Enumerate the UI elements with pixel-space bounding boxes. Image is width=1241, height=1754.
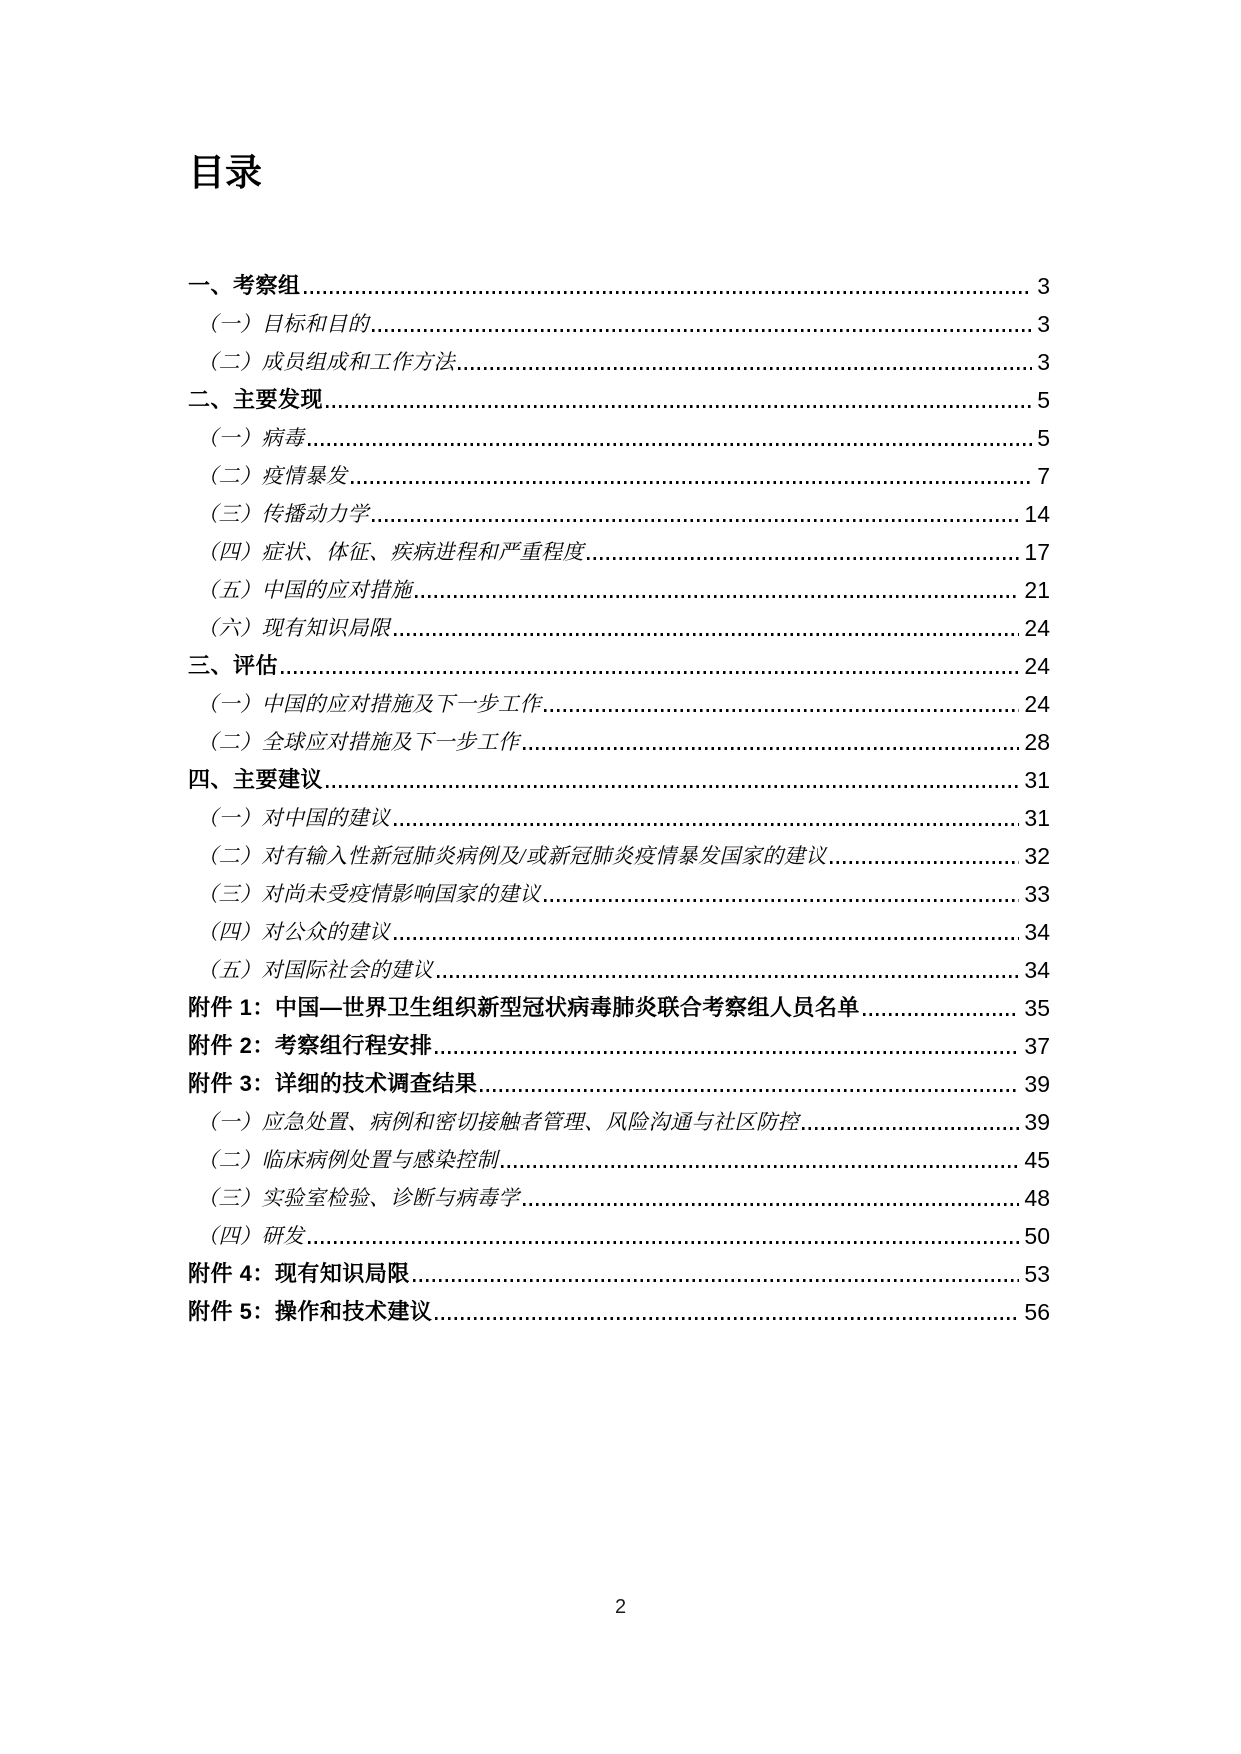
toc-entry-page-number: 32 <box>1024 843 1050 869</box>
dot-leader <box>480 1089 1019 1092</box>
toc-entry-label: 四、主要建议 <box>188 767 324 792</box>
toc-entry-label: 二、主要发现 <box>188 387 324 412</box>
toc-entry <box>188 873 1050 911</box>
toc-entry <box>188 265 1050 303</box>
toc-entry <box>188 645 1050 683</box>
dot-leader <box>351 481 1033 484</box>
toc-entry-page-number: 3 <box>1037 273 1050 299</box>
dot-leader <box>523 1203 1020 1206</box>
toc-entry-label: 一、考察组 <box>188 273 301 298</box>
toc-entry-label: （四）研发 <box>197 1224 305 1248</box>
dot-leader <box>394 823 1020 826</box>
toc-entry-label: （二）临床病例处置与感染控制 <box>197 1148 498 1172</box>
dot-leader <box>435 1051 1019 1054</box>
dot-leader <box>458 367 1032 370</box>
toc-entry-label: 附件 5：操作和技术建议 <box>188 1299 433 1324</box>
toc-entry <box>188 1215 1050 1253</box>
toc-entry <box>188 759 1050 797</box>
toc-entry-page-number: 24 <box>1024 653 1050 679</box>
toc-entry <box>188 721 1050 759</box>
toc-entry-label: 附件 4：现有知识局限 <box>188 1261 410 1286</box>
toc-entry-label: （一）病毒 <box>197 426 305 450</box>
toc <box>188 265 1050 1329</box>
toc-entry-label: （一）目标和目的 <box>197 312 369 336</box>
toc-entry-page-number: 39 <box>1024 1109 1050 1135</box>
dot-leader <box>394 937 1020 940</box>
toc-entry-page-number: 53 <box>1024 1261 1050 1287</box>
dot-leader <box>394 633 1020 636</box>
footer-page-number: 2 <box>614 1596 627 1618</box>
dot-leader <box>372 329 1032 332</box>
dot-leader <box>308 443 1033 446</box>
dot-leader <box>802 1127 1019 1130</box>
dot-leader <box>413 1279 1020 1282</box>
toc-entry-label: （一）中国的应对措施及下一步工作 <box>197 692 541 716</box>
toc-entry <box>188 303 1050 341</box>
toc-entry <box>188 493 1050 531</box>
toc-entry <box>188 797 1050 835</box>
toc-entry <box>188 835 1050 873</box>
toc-entry-page-number: 21 <box>1024 577 1050 603</box>
toc-entry-label: （三）实验室检验、诊断与病毒学 <box>197 1186 520 1210</box>
toc-entry <box>188 607 1050 645</box>
toc-entry-page-number: 7 <box>1037 463 1050 489</box>
dot-leader <box>281 671 1019 674</box>
toc-entry-page-number: 24 <box>1024 691 1050 717</box>
toc-entry <box>188 1253 1050 1291</box>
toc-entry-page-number: 45 <box>1024 1147 1050 1173</box>
toc-entry-label: （六）现有知识局限 <box>197 616 391 640</box>
toc-entry-page-number: 31 <box>1024 805 1050 831</box>
toc-entry-label: （四）症状、体征、疾病进程和严重程度 <box>197 540 584 564</box>
toc-entry-label: （三）传播动力学 <box>197 502 369 526</box>
dot-leader <box>372 519 1019 522</box>
toc-entry-page-number: 35 <box>1024 995 1050 1021</box>
toc-entry-label: （五）中国的应对措施 <box>197 578 412 602</box>
toc-entry-page-number: 28 <box>1024 729 1050 755</box>
toc-entry-label: （三）对尚未受疫情影响国家的建议 <box>197 882 541 906</box>
toc-entry-page-number: 37 <box>1024 1033 1050 1059</box>
toc-entry-label: （五）对国际社会的建议 <box>197 958 434 982</box>
dot-leader <box>415 595 1019 598</box>
toc-entry-page-number: 5 <box>1037 425 1050 451</box>
toc-entry-page-number: 48 <box>1024 1185 1050 1211</box>
toc-entry-page-number: 33 <box>1024 881 1050 907</box>
dot-leader <box>308 1241 1020 1244</box>
dot-leader <box>326 405 1032 408</box>
dot-leader <box>523 747 1020 750</box>
toc-entry-label: （二）全球应对措施及下一步工作 <box>197 730 520 754</box>
toc-entry-page-number: 31 <box>1024 767 1050 793</box>
toc-entry-page-number: 56 <box>1024 1299 1050 1325</box>
toc-entry <box>188 1101 1050 1139</box>
toc-entry-page-number: 3 <box>1037 349 1050 375</box>
dot-leader <box>326 785 1019 788</box>
toc-entry-page-number: 17 <box>1024 539 1050 565</box>
toc-entry <box>188 379 1050 417</box>
dot-leader <box>830 861 1020 864</box>
toc-entry-label: （二）成员组成和工作方法 <box>197 350 455 374</box>
dot-leader <box>437 975 1020 978</box>
page-title: 目录 <box>188 152 262 193</box>
toc-entry <box>188 949 1050 987</box>
toc-entry <box>188 1025 1050 1063</box>
toc-entry-page-number: 34 <box>1024 919 1050 945</box>
toc-entry-label: （二）对有输入性新冠肺炎病例及/或新冠肺炎疫情暴发国家的建议 <box>197 844 827 868</box>
toc-entry <box>188 911 1050 949</box>
toc-entry <box>188 1177 1050 1215</box>
toc-entry-page-number: 3 <box>1037 311 1050 337</box>
toc-entry <box>188 987 1050 1025</box>
toc-entry <box>188 1063 1050 1101</box>
toc-entry-page-number: 5 <box>1037 387 1050 413</box>
toc-entry-label: 附件 1：中国—世界卫生组织新型冠状病毒肺炎联合考察组人员名单 <box>188 995 860 1020</box>
toc-entry-label: （二）疫情暴发 <box>197 464 348 488</box>
dot-leader <box>863 1013 1020 1016</box>
toc-entry <box>188 341 1050 379</box>
toc-entry-label: （一）应急处置、病例和密切接触者管理、风险沟通与社区防控 <box>197 1110 799 1134</box>
dot-leader <box>587 557 1019 560</box>
toc-entry-page-number: 14 <box>1024 501 1050 527</box>
toc-entry <box>188 455 1050 493</box>
toc-entry-label: 附件 3：详细的技术调查结果 <box>188 1071 478 1096</box>
dot-leader <box>304 291 1033 294</box>
dot-leader <box>435 1317 1019 1320</box>
toc-entry-page-number: 50 <box>1024 1223 1050 1249</box>
toc-entry <box>188 1291 1050 1329</box>
toc-entry-page-number: 24 <box>1024 615 1050 641</box>
toc-entry <box>188 417 1050 455</box>
toc-entry <box>188 1139 1050 1177</box>
dot-leader <box>501 1165 1019 1168</box>
toc-entry <box>188 569 1050 607</box>
toc-entry-page-number: 39 <box>1024 1071 1050 1097</box>
toc-entry-label: （一）对中国的建议 <box>197 806 391 830</box>
toc-entry-page-number: 34 <box>1024 957 1050 983</box>
toc-entry-label: （四）对公众的建议 <box>197 920 391 944</box>
toc-entry-label: 三、评估 <box>188 653 279 678</box>
dot-leader <box>544 899 1019 902</box>
toc-entry <box>188 683 1050 721</box>
dot-leader <box>544 709 1019 712</box>
toc-entry-label: 附件 2：考察组行程安排 <box>188 1033 433 1058</box>
toc-entry <box>188 531 1050 569</box>
